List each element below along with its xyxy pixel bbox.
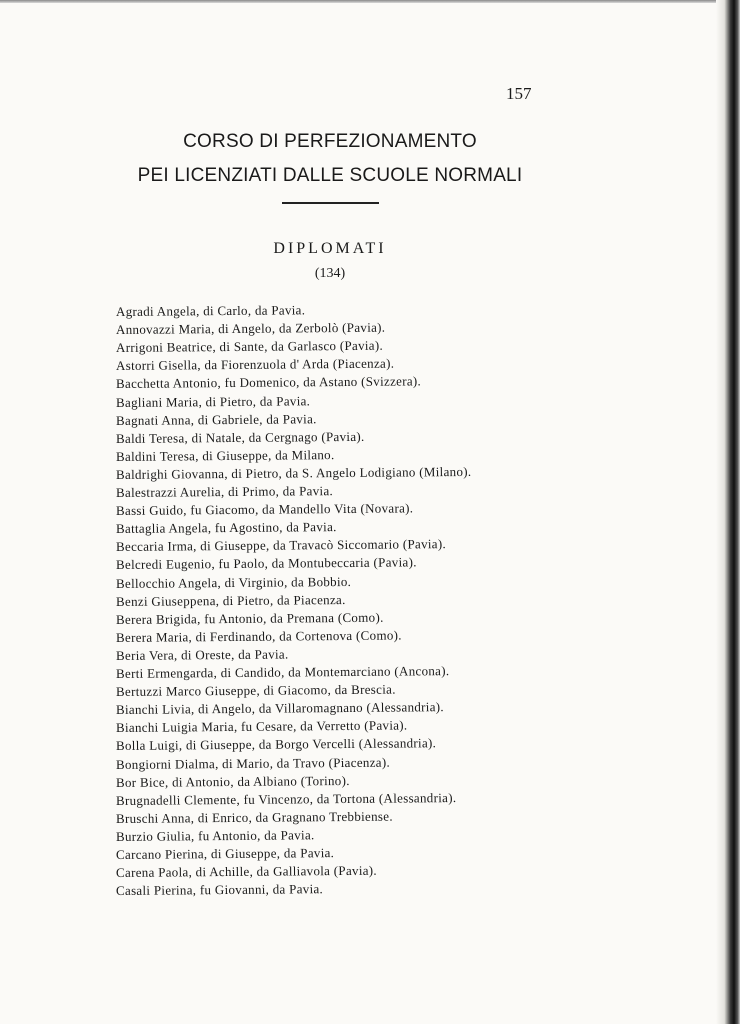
list-item: Belcredi Eugenio, fu Paolo, da Montubeccaria (Pavia). bbox=[115, 554, 417, 573]
list-item: Bruschi Anna, di Enrico, da Gragnano Trebbiense. bbox=[115, 808, 393, 826]
list-item: Bassi Guido, fu Giacomo, da Mandello Vita (Novara). bbox=[115, 500, 414, 519]
list-item: Arrigoni Beatrice, di Sante, da Garlasco (Pavia). bbox=[115, 337, 384, 356]
list-item: Carena Paola, di Achille, da Galliavola (Pavia). bbox=[115, 862, 378, 881]
list-item: Berti Ermengarda, di Candido, da Montemarciano (Ancona). bbox=[115, 663, 450, 681]
list-item: Balestrazzi Aurelia, di Primo, da Pavia. bbox=[115, 483, 334, 500]
list-item: Bellocchio Angela, di Virginio, da Bobbio. bbox=[115, 573, 352, 591]
list-item: Bertuzzi Marco Giuseppe, di Giacomo, da Brescia. bbox=[115, 681, 396, 700]
list-item: Bianchi Livia, di Angelo, da Villaromagnano (Alessandria). bbox=[115, 699, 445, 718]
list-item: Bor Bice, di Antonio, da Albiano (Torino). bbox=[115, 772, 350, 790]
list-item: Baldrighi Giovanna, di Pietro, da S. Angelo Lodigiano (Milano). bbox=[115, 463, 472, 482]
page-top-edge bbox=[0, 0, 740, 3]
page-title-line-1: CORSO DI PERFEZIONAMENTO bbox=[183, 131, 477, 152]
list-item: Bolla Luigi, di Giuseppe, da Borgo Vercelli (Alessandria). bbox=[115, 735, 437, 754]
list-item: Casali Pierina, fu Giovanni, da Pavia. bbox=[115, 881, 324, 899]
list-item: Brugnadelli Clemente, fu Vincenzo, da Tortona (Alessandria). bbox=[115, 789, 457, 808]
list-item: Beria Vera, di Oreste, da Pavia. bbox=[115, 646, 289, 663]
list-item: Beccaria Irma, di Giuseppe, da Travacò Siccomario (Pavia). bbox=[115, 536, 447, 555]
list-item: Agradi Angela, di Carlo, da Pavia. bbox=[115, 302, 306, 319]
list-item: Bacchetta Antonio, fu Domenico, da Astano (Svizzera). bbox=[115, 373, 422, 392]
book-spine-shadow bbox=[716, 0, 740, 1024]
list-item: Baldini Teresa, di Giuseppe, da Milano. bbox=[115, 446, 335, 464]
section-count: (134) bbox=[314, 266, 346, 281]
list-item: Bongiorni Dialma, di Mario, da Travo (Piacenza). bbox=[115, 754, 391, 772]
list-item: Carcano Pierina, di Giuseppe, da Pavia. bbox=[115, 845, 335, 862]
list-item: Annovazzi Maria, di Angelo, da Zerbolò (Pavia). bbox=[115, 319, 386, 338]
page-number: 157 bbox=[506, 84, 532, 103]
list-item: Benzi Giuseppena, di Pietro, da Piacenza. bbox=[115, 591, 346, 609]
list-item: Bianchi Luigia Maria, fu Cesare, da Verretto (Pavia). bbox=[115, 717, 408, 736]
page-title-line-2: PEI LICENZIATI DALLE SCUOLE NORMALI bbox=[137, 165, 523, 186]
list-item: Bagnati Anna, di Gabriele, da Pavia. bbox=[115, 410, 317, 428]
list-item: Burzio Giulia, fu Antonio, da Pavia. bbox=[115, 827, 315, 844]
list-item: Battaglia Angela, fu Agostino, da Pavia. bbox=[115, 519, 337, 537]
list-item: Bagliani Maria, di Pietro, da Pavia. bbox=[115, 392, 311, 410]
title-divider bbox=[282, 202, 379, 204]
list-item: Baldi Teresa, di Natale, da Cergnago (Pavia). bbox=[115, 428, 365, 446]
list-item: Astorri Gisella, da Fiorenzuola d' Arda (Piacenza). bbox=[115, 355, 395, 374]
list-item: Berera Maria, di Ferdinando, da Cortenova (Como). bbox=[115, 627, 402, 645]
list-item: Berera Brigida, fu Antonio, da Premana (Como). bbox=[115, 609, 384, 627]
section-heading: DIPLOMATI bbox=[273, 240, 387, 257]
